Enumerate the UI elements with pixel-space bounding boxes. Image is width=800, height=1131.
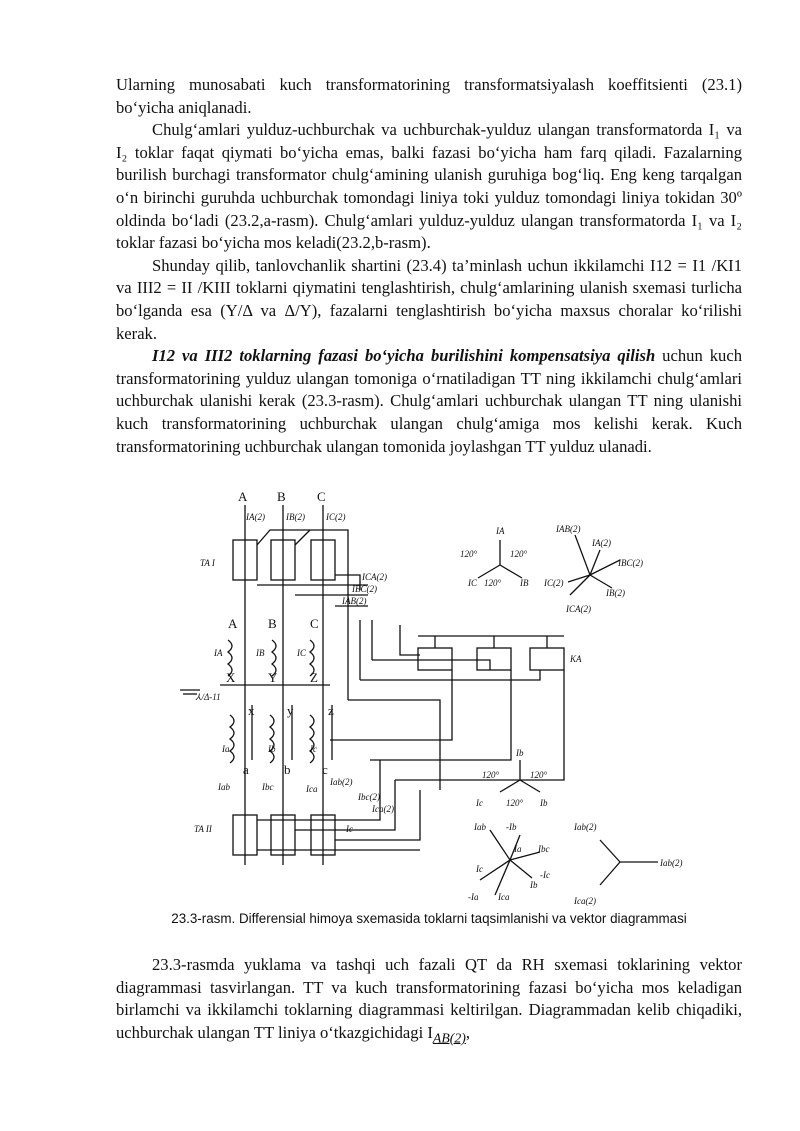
- figure-caption: 23.3-rasm. Differensial himoya sxemasida toklarni taqsimlanishi va vektor diagrammasi: [171, 911, 687, 926]
- current-ib2: IB(2): [286, 512, 305, 522]
- star2-ia: IA(2): [592, 538, 611, 548]
- star1-ia: IA: [496, 526, 505, 536]
- ta1-label: TA I: [200, 558, 215, 568]
- lv-out-current-bc: Ibc(2): [358, 792, 380, 802]
- lv-current-b: Ib: [268, 744, 276, 754]
- star4-neg-ib: -Ib: [506, 822, 517, 832]
- star2-ibc: IBC(2): [618, 558, 643, 568]
- phase-label-c-top: C: [317, 489, 326, 504]
- lv-line-current-bc: Ibc: [262, 782, 274, 792]
- star3-ib: Ib: [540, 798, 548, 808]
- ka-label: KA: [570, 654, 582, 664]
- paragraph-5-text: 23.3-rasmda yuklama va tashqi uch fazali QT da RH sxemasi toklarining vektor diagrammasi tasvirlangan. TT va kuch transformatorining fazasi bo‘yicha mos keladigan birlamchi va ikkilamchi toklarning diagrammasi keltirilgan. Diagrammadan kelib chiqadiki, uchburchak ulangan TT liniya o‘tkazgichidagi I: [116, 955, 742, 1042]
- star4-ibc: Ibc: [538, 844, 550, 854]
- ta2-label: TA II: [194, 824, 212, 834]
- hv-current-a: IA: [214, 648, 223, 658]
- star3-ib-top: Ib: [516, 748, 524, 758]
- star2-iab: IAB(2): [556, 524, 581, 534]
- paragraph-4-bold: I12 va III2 toklarning fazasi bo‘yicha burilishini kompensatsiya qilish: [152, 346, 656, 366]
- angle-3b: 120°: [530, 770, 548, 780]
- lv-terminal-y: y: [287, 703, 294, 718]
- lv-terminal-x: x: [248, 703, 255, 718]
- angle-3a: 120°: [482, 770, 500, 780]
- phase-label-b-top: B: [277, 489, 286, 504]
- star5-iab-b: Iab(2): [660, 858, 683, 868]
- paragraph-2: Chulg‘amlari yulduz-uchburchak va uchburchak-yulduz ulangan transformatorda I₁ va I₂ toklar faqat qiymati bo‘yicha emas, balki fazasi bo‘yicha ham farq qiladi. Fazalarning burilish burchagi transformator chulg‘amining ulanish guruhiga bog‘liq. Eng keng tarqalgan o‘n birinchi guruhda uchburchak tomondagi liniya toki yulduz tomondagi liniya tokidan 30º oldinda bo‘ladi (23.2,a-rasm). Chulg‘amlari yulduz-yulduz ulangan transformatorda I₁ va I₂ toklar fazasi bo‘yicha mos keladi(23.2,b-rasm).: [116, 120, 742, 253]
- angle-1c: 120°: [484, 578, 502, 588]
- current-ic2: IC(2): [326, 512, 346, 522]
- lv-terminal-z: z: [328, 703, 334, 718]
- hv-terminal-c: C: [310, 616, 319, 631]
- body-text-bottom: [116, 954, 742, 1050]
- hv-end-z: Z: [310, 670, 318, 685]
- star4-neg-ia: -Ia: [468, 892, 479, 902]
- hv-terminal-b: B: [268, 616, 277, 631]
- lv-end-a: a: [243, 762, 249, 777]
- angle-1b: 120°: [510, 549, 528, 559]
- hv-terminal-a: A: [228, 616, 238, 631]
- star3-ic: Ic: [476, 798, 483, 808]
- angle-3c: 120°: [506, 798, 524, 808]
- star1-ic: IC: [468, 578, 477, 588]
- hv-current-b: IB: [256, 648, 265, 658]
- star5-iab-a: Iab(2): [574, 822, 597, 832]
- angle-1a: 120°: [460, 549, 478, 559]
- star4-ic: Ic: [476, 864, 483, 874]
- lv-out-current-ab: Iab(2): [330, 777, 353, 787]
- lv-current-a: Ia: [222, 744, 230, 754]
- lv-line-current-ca: Ica: [306, 784, 318, 794]
- paragraph-1: Ularning munosabati kuch transformatorining transformatsiyalash koeffitsienti (23.1) bo‘yicha aniqlanadi.: [116, 75, 742, 117]
- hv-end-y: Y: [268, 670, 278, 685]
- star2-ica: ICA(2): [566, 604, 591, 614]
- current-ia2: IA(2): [246, 512, 265, 522]
- hv-current-c: IC: [297, 648, 306, 658]
- lv-end-c: c: [322, 762, 328, 777]
- star4-ib: Ib: [530, 880, 538, 890]
- lv-current-c: Ic: [310, 744, 317, 754]
- star5-ica: Ica(2): [574, 896, 596, 906]
- paragraph-5-subscript: AB(2): [432, 1030, 466, 1046]
- star2-ic: IC(2): [544, 578, 564, 588]
- star4-ica: Ica: [498, 892, 510, 902]
- hv-end-x: X: [226, 670, 236, 685]
- star4-neg-ic: -Ic: [540, 870, 550, 880]
- paragraph-3: Shunday qilib, tanlovchanlik shartini (23.4) ta’minlash uchun ikkilamchi I12 = I1 /KI1 va III2 = II /KIІI toklarni qiymatini tenglashtirish, chulg‘amlarining ulanish sxemasi turlicha bo‘lganda esa (Y/Δ va Δ/Y), fazalarni tenglashtirish bo‘yicha maxsus choralar ko‘rilishi kerak.: [116, 255, 742, 343]
- lv-line-current-ab: Iab: [218, 782, 230, 792]
- group-label: ⅄/Δ-11: [196, 692, 221, 702]
- delta-current-ab: IAB(2): [342, 596, 367, 606]
- delta-current-ca: ICA(2): [362, 572, 387, 582]
- delta-current-bc: IBC(2): [352, 584, 377, 594]
- lv-end-b: b: [284, 762, 291, 777]
- paragraph-5: [116, 954, 742, 1050]
- paragraph-4-rest: uchun kuch transformatorining yulduz ulangan tomoniga o‘rnatiladigan TT ning ikkilamchi chulg‘amlari uchburchak ulanishi kerak (23.3-rasm). Chulg‘amlari uchburchak ulangan TT ning ulanishi kuch transformatorining uchburchak ulangan chulg‘amiga mos kelishi kerak. Kuch transformatorining uchburchak ulangan tomonida joylashgan TT yulduz ulanadi.: [116, 346, 742, 456]
- star4-ia: Ia: [514, 844, 522, 854]
- star1-ib: IB: [520, 578, 529, 588]
- phase-label-a-top: A: [238, 489, 248, 504]
- star2-ib: IB(2): [606, 588, 625, 598]
- star4-iab: Iab: [474, 822, 486, 832]
- ta2-current: Ic: [346, 824, 353, 834]
- lv-out-current-ca: Ica(2): [372, 804, 394, 814]
- paragraph-5-end: ,: [465, 1022, 471, 1042]
